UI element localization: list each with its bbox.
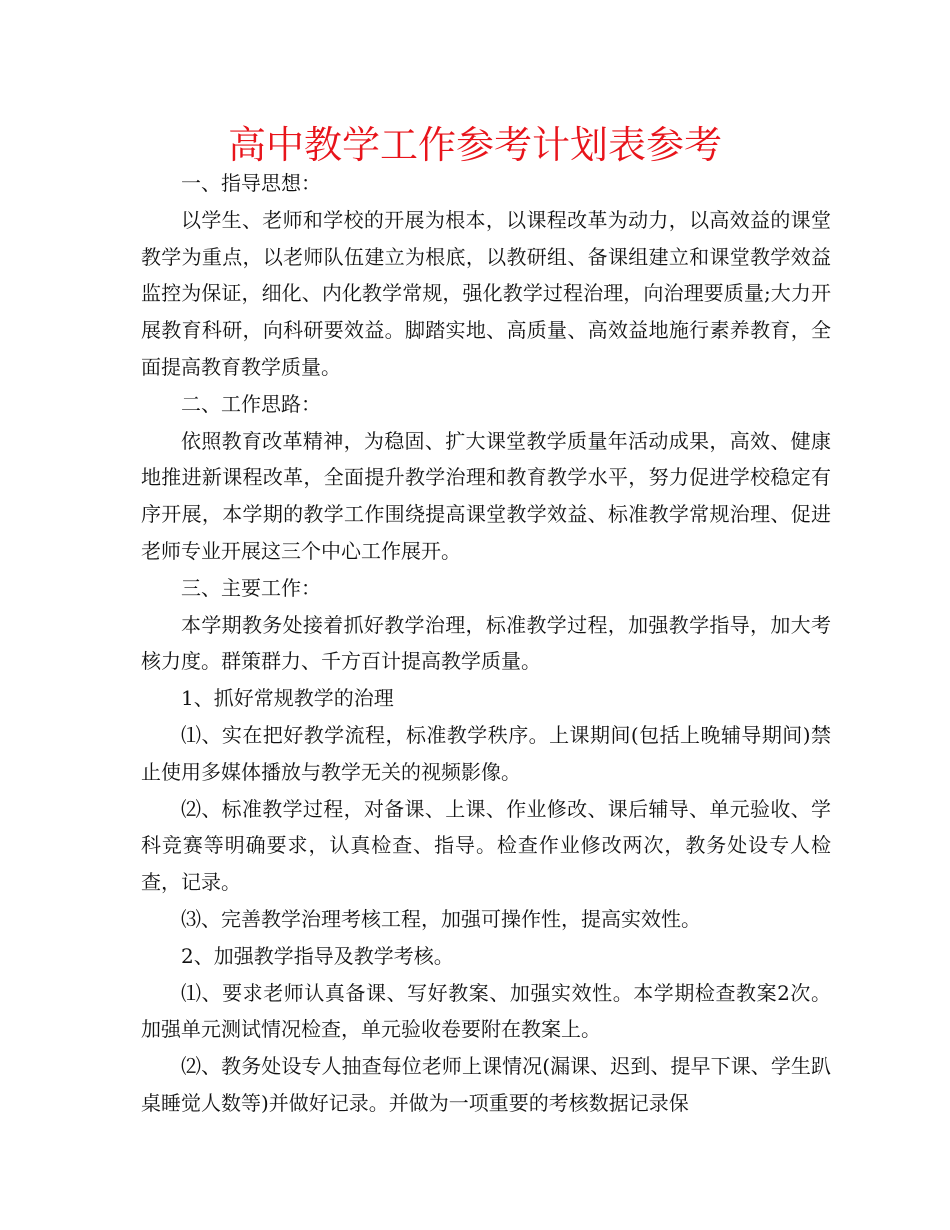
subheading-teaching-guidance: 2、加强教学指导及教学考核。 [181,943,454,968]
heading-work-approach: 二、工作思路： [181,391,321,416]
list-item: ⑵、教务处设专人抽查每位老师上课情况(漏课、迟到、提早下课、学生趴桌睡觉人数等)并做好记录。并做为一项重要的考核数据记录保 [141,1054,831,1115]
list-item: ⑵、标准教学过程，对备课、上课、作业修改、课后辅导、单元验收、学科竞赛等明确要求，认真检查、指导。检查作业修改两次，教务处设专人检查，记录。 [141,796,831,895]
document-body [141,165,831,1122]
heading-guiding-ideology: 一、指导思想： [181,171,321,195]
list-item: ⑶、完善教学治理考核工程，加强可操作性，提高实效性。 [181,906,701,931]
list-item: ⑴、实在把好教学流程，标准教学秩序。上课期间(包括上晚辅导期间)禁止使用多媒体播放与教学无关的视频影像。 [141,722,831,784]
paragraph-work-approach: 依照教育改革精神，为稳固、扩大课堂教学质量年活动成果，高效、健康地推进新课程改革，全面提升教学治理和教育教学水平，努力促进学校稳定有序开展，本学期的教学工作围绕提高课堂教学效益、标准教学常规治理、促进老师专业开展这三个中心工作展开。 [141,428,831,563]
subheading-routine-teaching: 1、抓好常规教学的治理 [181,686,394,711]
paragraph-main-work: 本学期教务处接着抓好教学治理，标准教学过程，加强教学指导，加大考核力度。群策群力、千方百计提高教学质量。 [141,612,831,674]
list-item: ⑴、要求老师认真备课、写好教案、加强实效性。本学期检查教案2次。加强单元测试情况检查，单元验收卷要附在教案上。 [141,980,831,1042]
heading-main-work: 三、主要工作： [181,575,321,600]
paragraph-guiding-ideology: 以学生、老师和学校的开展为根本，以课程改革为动力，以高效益的课堂教学为重点，以老师队伍建立为根底，以教研组、备课组建立和课堂教学效益监控为保证，细化、内化教学常规，强化教学过程治理，向治理要质量;大力开展教育科研，向科研要效益。脚踏实地、高质量、高效益地施行素养教育，全面提高教育教学质量。 [141,207,831,379]
document-title: 高中教学工作参考计划表参考 [227,123,722,167]
